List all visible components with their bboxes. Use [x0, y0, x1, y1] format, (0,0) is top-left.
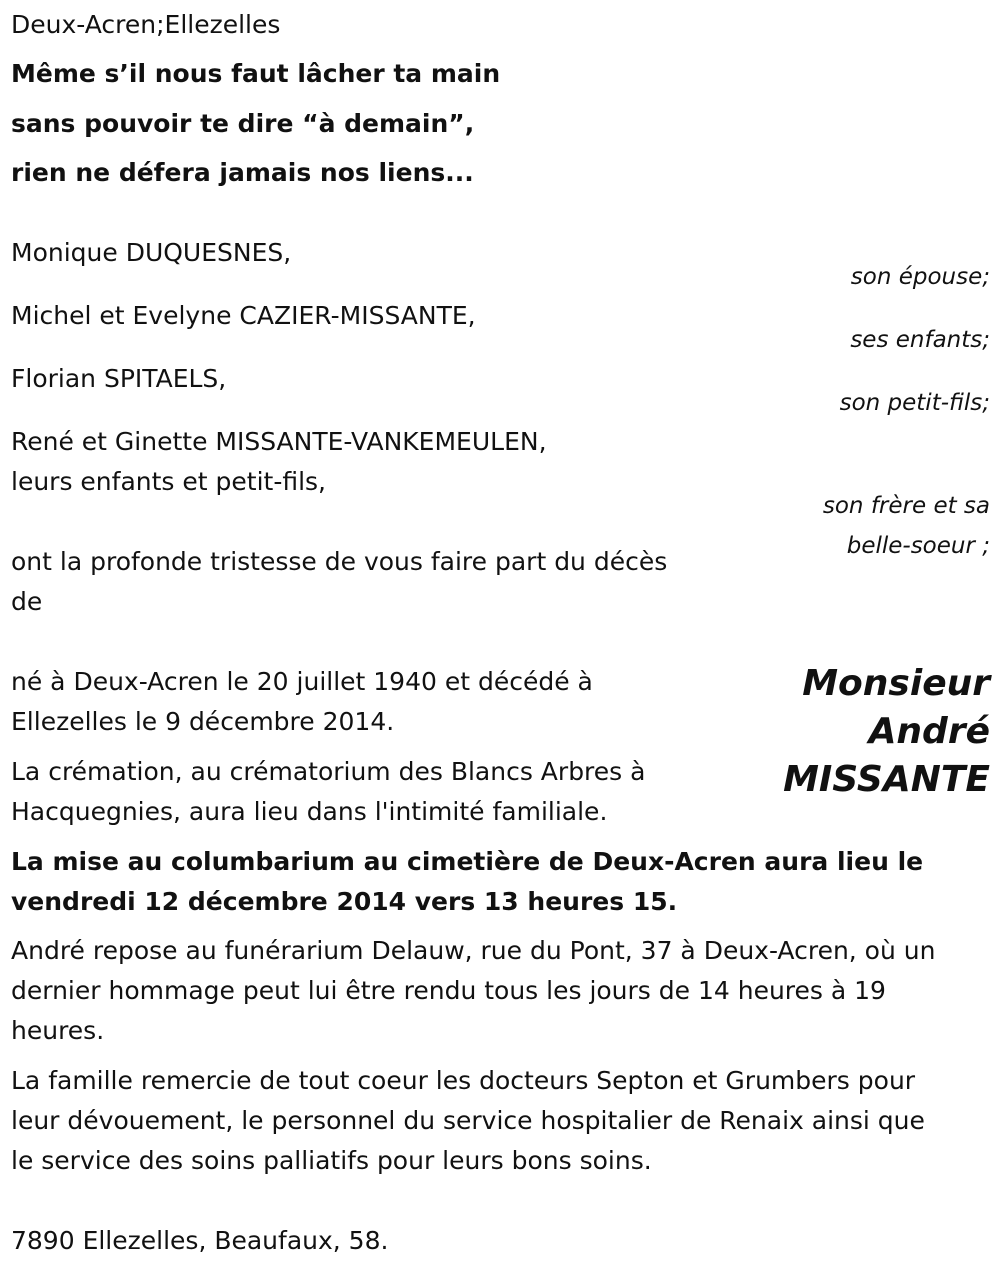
columbarium-line-1: La mise au columbarium au cimetière de Deux-Acren aura lieu le [11, 847, 924, 876]
birth-death-line-1: né à Deux-Acren le 20 juillet 1940 et décédé à [11, 667, 593, 696]
announcement-line-1: ont la profonde tristesse de vous faire part du décès [11, 547, 668, 576]
relation-children: ses enfants; [850, 327, 990, 353]
funeral-home-line-1: André repose au funérarium Delauw, rue du Pont, 37 à Deux-Acren, où un [11, 936, 936, 965]
family-member-grandson: Florian SPITAELS, [11, 364, 227, 393]
thanks-line-1: La famille remercie de tout coeur les docteurs Septon et Grumbers pour [11, 1066, 916, 1095]
deceased-first-name: André [868, 711, 990, 752]
family-member-spouse: Monique DUQUESNES, [11, 238, 292, 267]
thanks-line-2: leur dévouement, le personnel du service hospitalier de Renaix ainsi que [11, 1106, 925, 1135]
poem-line-3: rien ne défera jamais nos liens... [11, 158, 474, 187]
deceased-title: Monsieur [802, 663, 990, 704]
thanks-line-3: le service des soins palliatifs pour leurs bons soins. [11, 1146, 652, 1175]
relation-grandson: son petit-fils; [839, 390, 990, 416]
relation-spouse: son épouse; [850, 264, 990, 290]
family-member-brother: René et Ginette MISSANTE-VANKEMEULEN, [11, 427, 547, 456]
relation-brother: son frère et sa [822, 493, 990, 519]
cremation-line-2: Hacquegnies, aura lieu dans l'intimité familiale. [11, 797, 608, 826]
funeral-home-line-3: heures. [11, 1016, 105, 1045]
deceased-last-name: MISSANTE [783, 759, 990, 800]
family-member-brother-line2: leurs enfants et petit-fils, [11, 467, 327, 496]
family-member-children: Michel et Evelyne CAZIER-MISSANTE, [11, 301, 476, 330]
birth-death-line-2: Ellezelles le 9 décembre 2014. [11, 707, 395, 736]
poem-line-2: sans pouvoir te dire “à demain”, [11, 109, 475, 138]
announcement-line-2: de [11, 587, 43, 616]
location-header: Deux-Acren;Ellezelles [11, 10, 281, 39]
cremation-line-1: La crémation, au crématorium des Blancs Arbres à [11, 757, 646, 786]
poem-line-1: Même s’il nous faut lâcher ta main [11, 59, 501, 88]
relation-brother-line2: belle-soeur ; [846, 533, 990, 559]
deceased-name-block [783, 660, 990, 804]
address: 7890 Ellezelles, Beaufaux, 58. [11, 1226, 389, 1255]
columbarium-line-2: vendredi 12 décembre 2014 vers 13 heures 15. [11, 887, 678, 916]
funeral-home-line-2: dernier hommage peut lui être rendu tous les jours de 14 heures à 19 [11, 976, 886, 1005]
